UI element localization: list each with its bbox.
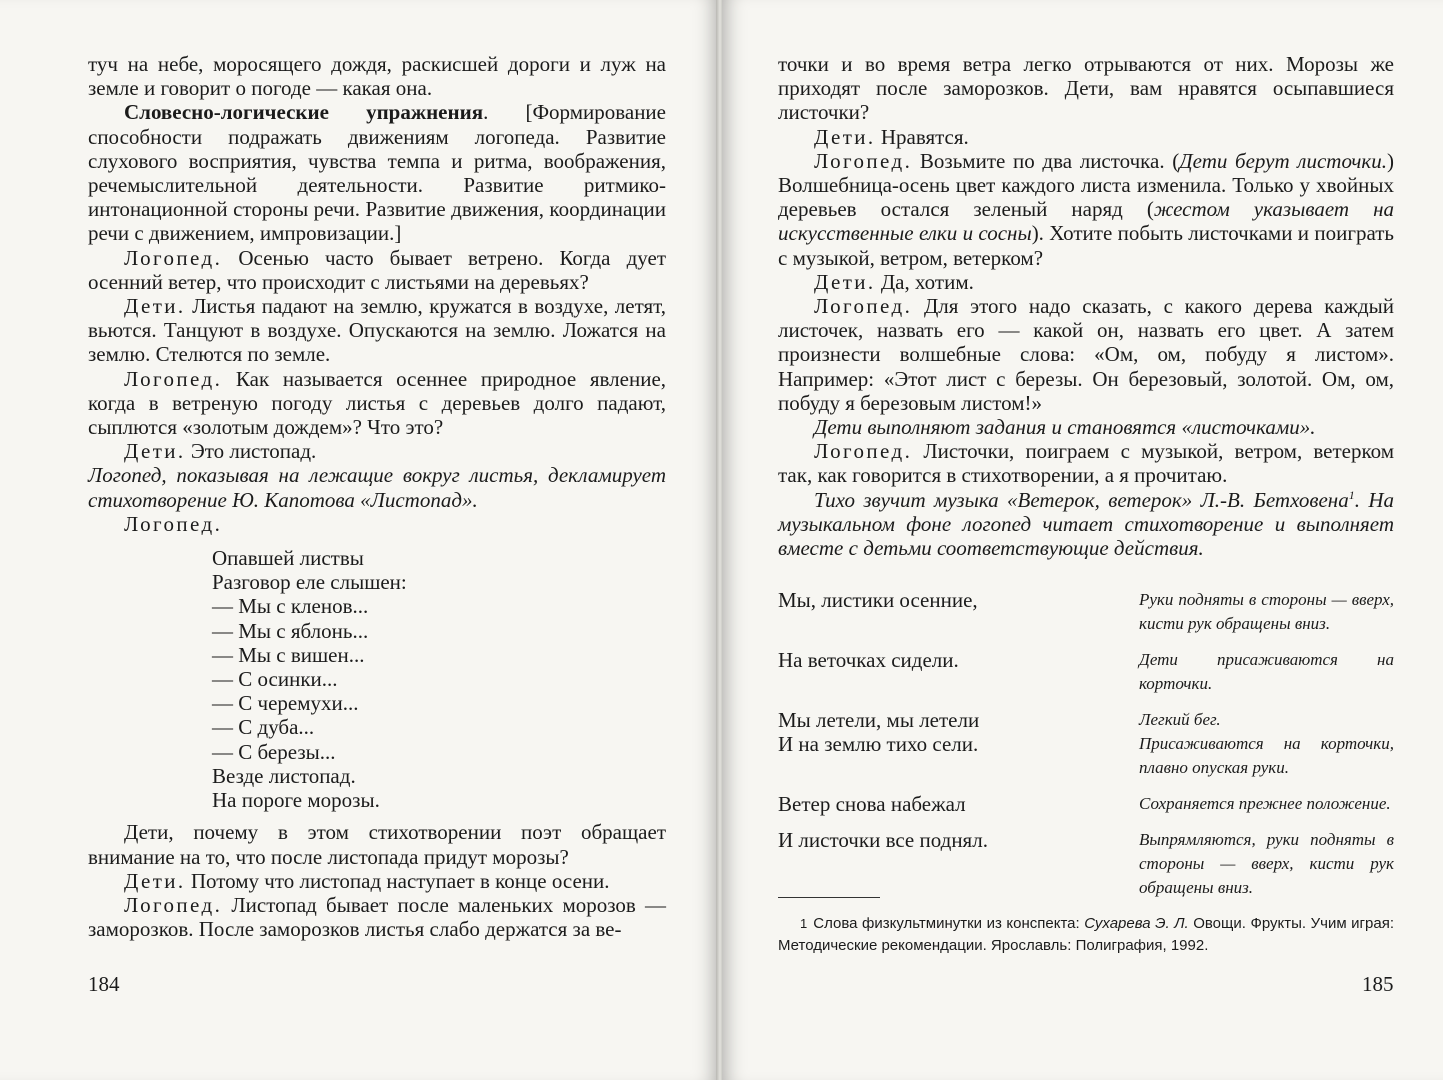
inline-direction: жестом указывает на искусственные елки и сосны	[778, 197, 1394, 246]
paragraph: точки и во время ветра легко отрываются от них. Морозы же приходят после заморозков. Дети, вам нравятся осыпавшиеся листочки?	[778, 52, 1394, 125]
poem	[212, 546, 666, 812]
line-text: Листопад бывает после маленьких морозов — заморозков. После заморозков листья слабо держатся за ве-	[88, 892, 666, 942]
verse-line: Мы летели, мы летели	[778, 708, 980, 732]
line-text: Возьмите по два листочка. (	[919, 148, 1180, 173]
dialogue-line	[88, 869, 666, 893]
poem-line: Везде листопад.	[212, 763, 356, 788]
action-text: Дети присаживаются на корточки.	[1139, 650, 1394, 693]
direction-text: Тихо звучит музыка «Ветерок, ветерок» Л.-В. Бетховена	[814, 487, 1349, 512]
footnote-author: Сухарева Э. Л.	[1084, 915, 1189, 932]
line-text: Как называется осеннее природное явление, когда в ветреную погоду листья с деревьев долго падают, сыплются «золотым дождем»? Что это?	[88, 366, 667, 440]
verse-line: На веточках сидели.	[778, 648, 959, 672]
inline-direction: Дети берут листочки.	[1179, 148, 1387, 173]
action-text: Присаживаются на корточки, плавно опуская руки.	[1139, 734, 1394, 777]
exercise-row	[778, 828, 1394, 900]
line-text: Потому что листопад наступает в конце осени.	[190, 868, 610, 893]
verse-line: Мы, листики осенние,	[778, 588, 978, 612]
dialogue-line	[778, 294, 1394, 415]
action-text: Руки подняты в стороны — вверх, кисти рук обращены вниз.	[1139, 590, 1394, 633]
dialogue-line	[88, 294, 666, 367]
exercise-row	[778, 588, 1394, 636]
line-text: Для этого надо сказать, с какого дерева каждый листочек, назвать его — какой он, назвать его цвет. А затем произнести волшебные слова: «Ом, ом, побуду я листом». Например: «Этот лист с березы. Он березовый, золотой. Ом, ом, побуду я березовым листом!»	[778, 294, 1395, 415]
action-text: Легкий бег.	[1139, 710, 1221, 729]
exercise-table	[778, 588, 1394, 912]
dialogue-line	[778, 125, 1394, 149]
footnote-text: Слова физкультминутки из конспекта:	[813, 915, 1085, 932]
stage-direction: Логопед, показывая на лежащие вокруг листья, декламирует стихотворение Ю. Капотова «Листопад».	[88, 463, 666, 512]
poem-line: Опавшей листвы	[212, 546, 364, 571]
dialogue-line	[778, 439, 1394, 487]
line-text: Да, хотим.	[880, 269, 974, 294]
speaker: Дети.	[124, 439, 186, 464]
poem-line: — С дуба...	[212, 715, 315, 740]
verse-line: И листочки все поднял.	[778, 828, 988, 852]
line-text: Листья падают на землю, кружатся в воздухе, летят, вьются. Танцуют в воздухе. Опускаются на землю. Ложатся на землю. Стелются по земле.	[88, 294, 667, 367]
line-text: Это листопад.	[190, 439, 317, 464]
left-text-column	[88, 52, 666, 941]
speaker: Логопед.	[124, 511, 223, 536]
exercise-row	[778, 708, 1394, 732]
verse-line: И на землю тихо сели.	[778, 732, 979, 756]
verse-line: Ветер снова набежал	[778, 792, 966, 816]
line-text: Листочки, поиграем с музыкой, ветром, ветерком так, как говорится в стихотворении, а я прочитаю.	[778, 439, 1395, 488]
dialogue-line	[88, 893, 666, 941]
speaker: Дети.	[814, 124, 876, 149]
line-text: Нравятся.	[880, 124, 969, 149]
section-heading: Словесно-логические упражнения	[124, 100, 484, 125]
exercise-row	[778, 732, 1394, 780]
poem-line: На пороге морозы.	[212, 788, 380, 813]
left-page	[0, 0, 718, 1080]
direction-text: На музыкальном фоне логопед читает стихотворение и выполняет вместе с детьми соответствующие действия.	[778, 487, 1395, 561]
speaker: Логопед.	[124, 245, 223, 270]
exercise-row	[778, 792, 1394, 816]
footnote-text: Овощи. Фрукты. Учим играя: Методические рекомендации. Ярославль: Полиграфия, 1992.	[778, 915, 1395, 954]
paragraph: Дети, почему в этом стихотворении поэт обращает внимание на то, что после листопада придут морозы?	[88, 820, 666, 869]
line-text: Осенью часто бывает ветрено. Когда дует осенний ветер, что происходит с листьями на деревьях?	[88, 245, 667, 294]
poem-line: — С осинки...	[212, 667, 338, 692]
right-text-column	[778, 52, 1394, 560]
speaker: Логопед.	[814, 439, 913, 464]
speaker: Дети.	[814, 269, 876, 294]
page-number: 184	[88, 972, 120, 996]
poem-line: Разговор еле слышен:	[212, 570, 407, 595]
poem-line: — Мы с вишен...	[212, 642, 365, 667]
footnote-number: 1	[800, 916, 808, 931]
line-text: ). Хотите побыть листочками и поиграть с музыкой, ветром, ветерком?	[778, 221, 1395, 270]
paragraph	[88, 100, 666, 245]
stage-direction: Дети выполняют задания и становятся «листочками».	[814, 415, 1316, 440]
dialogue-line	[88, 367, 666, 440]
page-number: 185	[1362, 972, 1394, 996]
speaker: Логопед.	[124, 366, 223, 391]
line-text: ) Волшебница-осень цвет каждого листа изменила. Только у хвойных деревьев остался зеленый наряд (	[778, 148, 1394, 222]
footnote-marker: 1	[1348, 487, 1355, 502]
action-text: Сохраняется прежнее положение.	[1139, 794, 1391, 813]
speaker: Логопед.	[814, 148, 913, 173]
footnote-rule	[778, 897, 880, 898]
speaker: Логопед.	[814, 294, 913, 319]
exercise-row	[778, 648, 1394, 696]
right-page	[722, 0, 1443, 1080]
poem-line: — С черемухи...	[212, 691, 359, 716]
speaker: Логопед.	[124, 892, 223, 917]
speaker: Дети.	[124, 294, 186, 319]
dialogue-line	[88, 439, 666, 463]
paragraph-text: . [Формирование способности подражать движениям логопеда. Развитие слухового восприятия, чувства темпа и ритма, воображения, речемыслительной деятельности. Развитие ритмико-интонационной стороны речи. Развитие движения, координации речи с движением, импровизации.]	[88, 100, 666, 246]
poem-line: — С березы...	[212, 739, 336, 764]
poem-line: — Мы с яблонь...	[212, 618, 369, 643]
poem-line: — Мы с кленов...	[212, 594, 369, 619]
speaker: Дети.	[124, 868, 186, 893]
footnote	[778, 913, 1394, 957]
dialogue-line	[778, 270, 1394, 294]
paragraph: туч на небе, моросящего дождя, раскисшей дороги и луж на земле и говорит о погоде — какая она.	[88, 52, 666, 101]
action-text: Выпрямляются, руки подняты в стороны — вверх, кисти рук обращены вниз.	[1139, 830, 1394, 897]
stage-direction: Тихо звучит музыка «Ветерок, ветерок» Л.-В. Бетховена$^1$. На музыкальном фоне логопед читает стихотворение и выполняет вместе с детьми соответствующие действия.	[778, 487, 1395, 561]
dialogue-line	[88, 246, 666, 294]
dialogue-line	[778, 149, 1394, 270]
